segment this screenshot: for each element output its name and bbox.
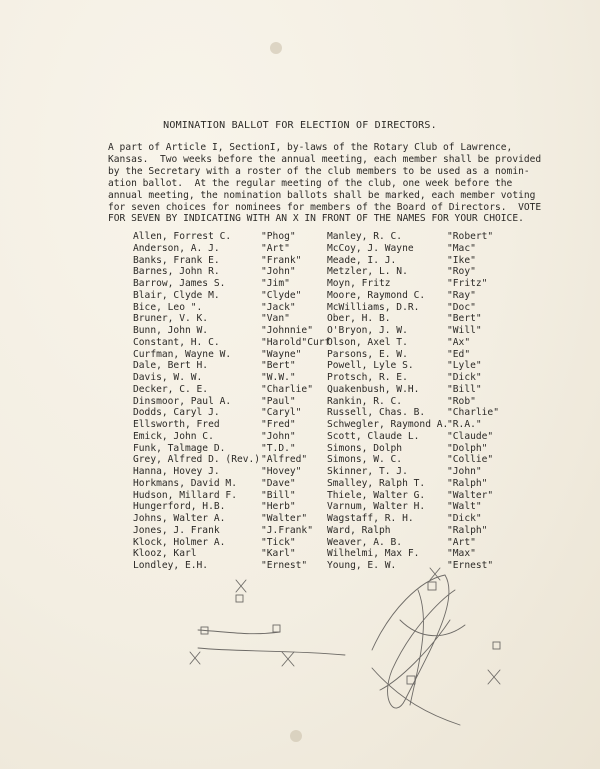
member-name: Horkmans, David M. [133, 477, 237, 489]
member-name: Meade, I. J. [327, 254, 397, 266]
member-name: Moyn, Fritz [327, 278, 391, 289]
member-nickname: "Roy" [447, 266, 476, 278]
member-name: Hungerford, H.B. [133, 501, 226, 513]
member-name: Constant, H. C. [133, 336, 220, 348]
member-name: Curfman, Wayne W. [133, 348, 232, 360]
member-nickname: "Charlie" [261, 383, 313, 395]
member-nickname: "Mac" [447, 242, 476, 254]
member-nickname: "Ernest" [261, 560, 308, 571]
member-name: Londley, E.H. [133, 560, 209, 571]
member-name: Dodds, Caryl J. [133, 407, 220, 419]
pencil-x-mark [282, 652, 294, 666]
member-nickname: "Frank" [261, 254, 302, 266]
member-name: Thiele, Walter G. [327, 489, 426, 501]
member-nickname: "Rob" [447, 395, 476, 407]
pencil-checkbox [428, 582, 436, 590]
member-name: Wagstaff, R. H. [327, 513, 414, 524]
pencil-checkbox [273, 625, 280, 632]
member-name: Rankin, R. C. [327, 395, 403, 407]
member-nickname: "Doc" [447, 301, 476, 313]
member-nickname: "Johnnie" [261, 325, 313, 336]
paragraph-line: annual meeting, the nomination ballots shall be marked, each member voting [108, 189, 536, 201]
paragraph-line: A part of Article I, SectionI, by-laws of the Rotary Club of Lawrence, [108, 142, 513, 153]
member-nickname: "Tick" [261, 536, 296, 548]
member-name: Scott, Claude L. [327, 430, 420, 442]
member-name: McCoy, J. Wayne [327, 242, 414, 254]
member-name: Blair, Clyde M. [133, 289, 220, 301]
member-name: Olson, Axel T. [327, 336, 408, 348]
member-nickname: "Claude" [447, 430, 494, 442]
member-nickname: "Wayne" [261, 348, 302, 360]
member-name: Allen, Forrest C. [133, 231, 232, 242]
member-name: Bice, Leo ". [133, 301, 203, 313]
pencil-x-mark [190, 652, 200, 664]
member-name: Grey, Alfred D. (Rev.) [133, 454, 261, 466]
member-nickname: "Herb" [261, 501, 296, 513]
member-name: McWilliams, D.R. [327, 301, 420, 313]
member-nickname: "Bert" [447, 313, 482, 325]
member-nickname: "Karl" [261, 548, 296, 560]
member-name: Simons, Dolph [327, 442, 403, 454]
member-name: Ellsworth, Fred [133, 419, 220, 430]
member-nickname: "Robert" [447, 231, 494, 242]
member-nickname: "John" [261, 430, 296, 442]
member-nickname: "Walter" [447, 489, 494, 501]
member-nickname: "Bill" [447, 383, 482, 395]
member-name: Davis, W. W. [133, 372, 203, 383]
member-nickname: "Walter" [261, 513, 308, 524]
member-name: Young, E. W. [327, 560, 397, 571]
member-nickname: "Art" [261, 242, 290, 254]
member-nickname: "John" [447, 466, 482, 477]
member-nickname: "Ralph" [447, 477, 488, 489]
pencil-checkbox [236, 595, 243, 602]
member-nickname: "Jim" [261, 278, 290, 289]
member-name: Anderson, A. J. [133, 242, 220, 254]
member-name: O'Bryon, J. W. [327, 325, 408, 336]
member-name: Funk, Talmage D. [133, 442, 226, 454]
pencil-scribble [372, 575, 465, 708]
member-nickname: "Max" [447, 548, 476, 560]
member-nickname: "Collie" [447, 454, 494, 466]
member-nickname: "Paul" [261, 395, 296, 407]
member-name: Smalley, Ralph T. [327, 477, 426, 489]
member-nickname: "Ralph" [447, 524, 488, 536]
member-nickname: "Ray" [447, 289, 476, 301]
member-name: Dinsmoor, Paul A. [133, 395, 232, 407]
member-name: Hanna, Hovey J. [133, 466, 220, 477]
member-name: Barrow, James S. [133, 278, 226, 289]
member-name: Emick, John C. [133, 430, 214, 442]
pencil-line [198, 648, 345, 655]
paragraph-line: by the Secretary with a roster of the club members to be used as a nomin- [108, 165, 530, 177]
member-nickname: "Ed" [447, 348, 471, 360]
member-nickname: "Dick" [447, 513, 482, 524]
member-name: Bruner, V. K. [133, 313, 209, 325]
pencil-checkbox [493, 642, 500, 649]
paragraph-line: Kansas. Two weeks before the annual meeting, each member shall be provided [108, 153, 542, 165]
member-name: Decker, C. E. [133, 383, 209, 395]
member-nickname: "Jack" [261, 301, 296, 313]
member-name: Bunn, John W. [133, 325, 209, 336]
member-name: Klock, Holmer A. [133, 536, 226, 548]
member-name: Klooz, Karl [133, 548, 197, 560]
member-nickname: "W.W." [261, 372, 296, 383]
member-nickname: "Alfred" [261, 454, 308, 466]
member-nickname: "J.Frank" [261, 524, 313, 536]
member-nickname: "Harold"Curf [261, 336, 331, 348]
member-name: Wilhelmi, Max F. [327, 548, 420, 560]
member-name: Barnes, John R. [133, 266, 220, 278]
member-name: Ober, H. B. [327, 313, 391, 325]
member-name: Moore, Raymond C. [327, 289, 426, 301]
member-nickname: "Fred" [261, 419, 296, 430]
member-nickname: "Ike" [447, 254, 476, 266]
member-name: Johns, Walter A. [133, 513, 226, 524]
member-name: Dale, Bert H. [133, 360, 209, 372]
member-name: Hudson, Millard F. [133, 489, 237, 501]
member-nickname: "T.D." [261, 442, 296, 454]
ballot-title: NOMINATION BALLOT FOR ELECTION OF DIRECTORS. [163, 120, 437, 131]
member-nickname: "Will" [447, 325, 482, 336]
member-nickname: "Caryl" [261, 407, 302, 419]
member-name: Quakenbush, W.H. [327, 383, 420, 395]
member-name: Varnum, Walter H. [327, 501, 426, 513]
member-nickname: "Hovey" [261, 466, 302, 477]
member-name: Ward, Ralph [327, 524, 391, 536]
member-nickname: "Dave" [261, 477, 296, 489]
paragraph-line: ation ballot. At the regular meeting of the club, one week before the [108, 177, 513, 189]
paragraph-line: for seven choices for nominees for members of the Board of Directors. VOTE [108, 201, 542, 213]
member-nickname: "Fritz" [447, 278, 488, 289]
member-name: Protsch, R. E. [327, 372, 408, 383]
member-name: Schwegler, Raymond A. [327, 419, 449, 430]
member-name: Metzler, L. N. [327, 266, 408, 278]
member-name: Banks, Frank E. [133, 254, 220, 266]
paragraph-line: FOR SEVEN BY INDICATING WITH AN X IN FRONT OF THE NAMES FOR YOUR CHOICE. [108, 213, 524, 225]
member-nickname: "Phog" [261, 231, 296, 242]
member-nickname: "Clyde" [261, 289, 302, 301]
pencil-line [198, 630, 280, 634]
member-name: Parsons, E. W. [327, 348, 408, 360]
pencil-x-mark [236, 580, 246, 592]
member-nickname: "R.A." [447, 419, 482, 430]
member-nickname: "Ernest" [447, 560, 494, 571]
member-nickname: "Art" [447, 536, 476, 548]
member-name: Russell, Chas. B. [327, 407, 426, 419]
member-nickname: "Ax" [447, 336, 471, 348]
member-name: Skinner, T. J. [327, 466, 408, 477]
member-nickname: "Dick" [447, 372, 482, 383]
member-name: Powell, Lyle S. [327, 360, 414, 372]
member-name: Simons, W. C. [327, 454, 403, 466]
member-nickname: "Bert" [261, 360, 296, 372]
member-nickname: "John" [261, 266, 296, 278]
member-nickname: "Lyle" [447, 360, 482, 372]
member-name: Weaver, A. B. [327, 536, 403, 548]
member-name: Manley, R. C. [327, 231, 403, 242]
member-name: Jones, J. Frank [133, 524, 220, 536]
member-nickname: "Walt" [447, 501, 482, 513]
member-nickname: "Charlie" [447, 407, 499, 419]
member-nickname: "Dolph" [447, 442, 488, 454]
pencil-x-mark [488, 670, 500, 684]
member-nickname: "Van" [261, 313, 290, 325]
member-nickname: "Bill" [261, 489, 296, 501]
